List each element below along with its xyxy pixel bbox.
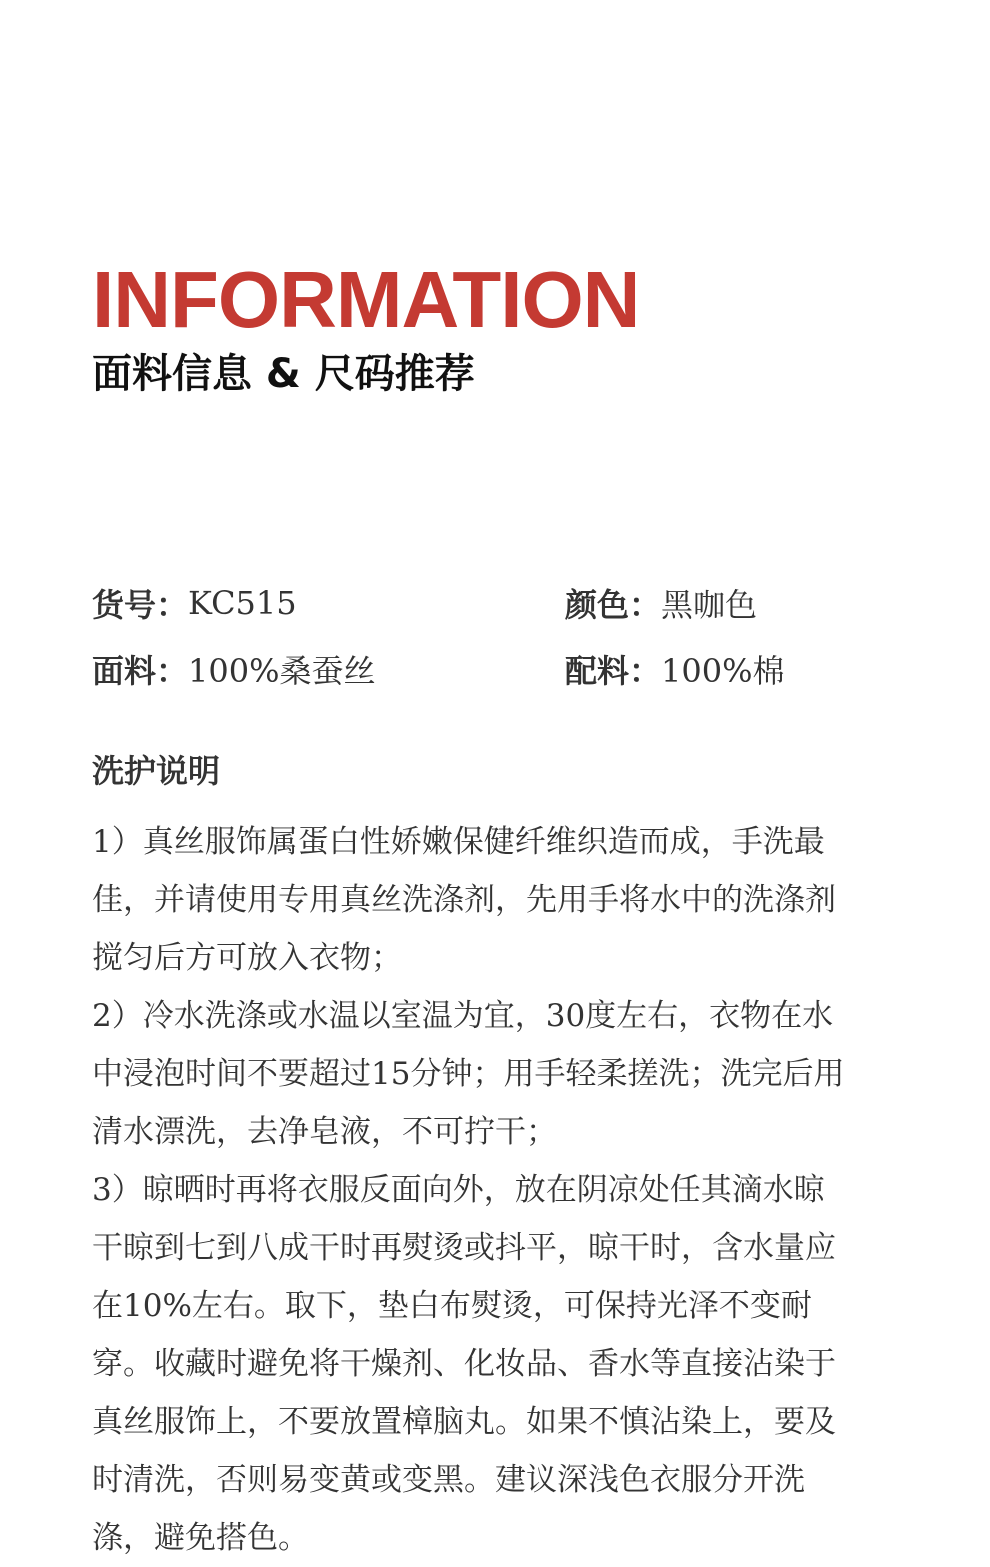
care-line: 时清洗，否则易变黄或变黑。建议深浅色衣服分开洗: [92, 1462, 805, 1498]
care-line: 穿。收藏时避免将干燥剂、化妆品、香水等直接沾染于: [92, 1346, 836, 1382]
info-item-trim: [565, 646, 785, 692]
care-line: 佳，并请使用专用真丝洗涤剂，先用手将水中的洗涤剂: [92, 882, 836, 918]
care-line: 干晾到七到八成干时再熨烫或抖平，晾干时，含水量应: [92, 1230, 836, 1266]
care-instructions-title: 洗护说明: [92, 752, 221, 790]
info-value: KC515: [188, 584, 297, 622]
page-title-en: INFORMATION: [92, 255, 640, 344]
info-row: [92, 636, 892, 702]
care-line: 中浸泡时间不要超过15分钟；用手轻柔搓洗；洗完后用: [92, 1056, 845, 1092]
info-label: 颜色：: [565, 586, 662, 624]
info-value: 100%桑蚕丝: [188, 652, 376, 690]
care-line: 2）冷水洗涤或水温以室温为宜，30度左右，衣物在水: [92, 998, 834, 1034]
care-line: 3）晾晒时再将衣服反面向外，放在阴凉处任其滴水晾: [92, 1172, 825, 1208]
product-info-grid: [92, 570, 892, 702]
care-line: 搅匀后方可放入衣物；: [92, 940, 402, 976]
info-item-fabric: [92, 646, 565, 692]
care-line: 1）真丝服饰属蛋白性娇嫩保健纤维织造而成，手洗最: [92, 824, 825, 860]
care-line: 真丝服饰上，不要放置樟脑丸。如果不慎沾染上，要及: [92, 1404, 836, 1440]
care-line: 涤，避免搭色。: [92, 1520, 309, 1556]
info-label: 配料：: [565, 652, 662, 690]
info-label: 货号：: [92, 586, 189, 624]
page-header: [92, 255, 640, 400]
care-line: 在10%左右。取下，垫白布熨烫，可保持光泽不变耐: [92, 1288, 812, 1324]
care-line: 清水漂洗，去净皂液，不可拧干；: [92, 1114, 557, 1150]
page-title-cn: 面料信息 & 尺码推荐: [92, 351, 475, 397]
info-value: 100%棉: [661, 652, 785, 690]
info-item-sku: [92, 580, 565, 626]
info-item-color: [565, 580, 757, 626]
care-instructions-body: [92, 813, 892, 1567]
info-value: 黑咖色: [661, 586, 758, 624]
info-label: 面料：: [92, 652, 189, 690]
info-row: [92, 570, 892, 636]
